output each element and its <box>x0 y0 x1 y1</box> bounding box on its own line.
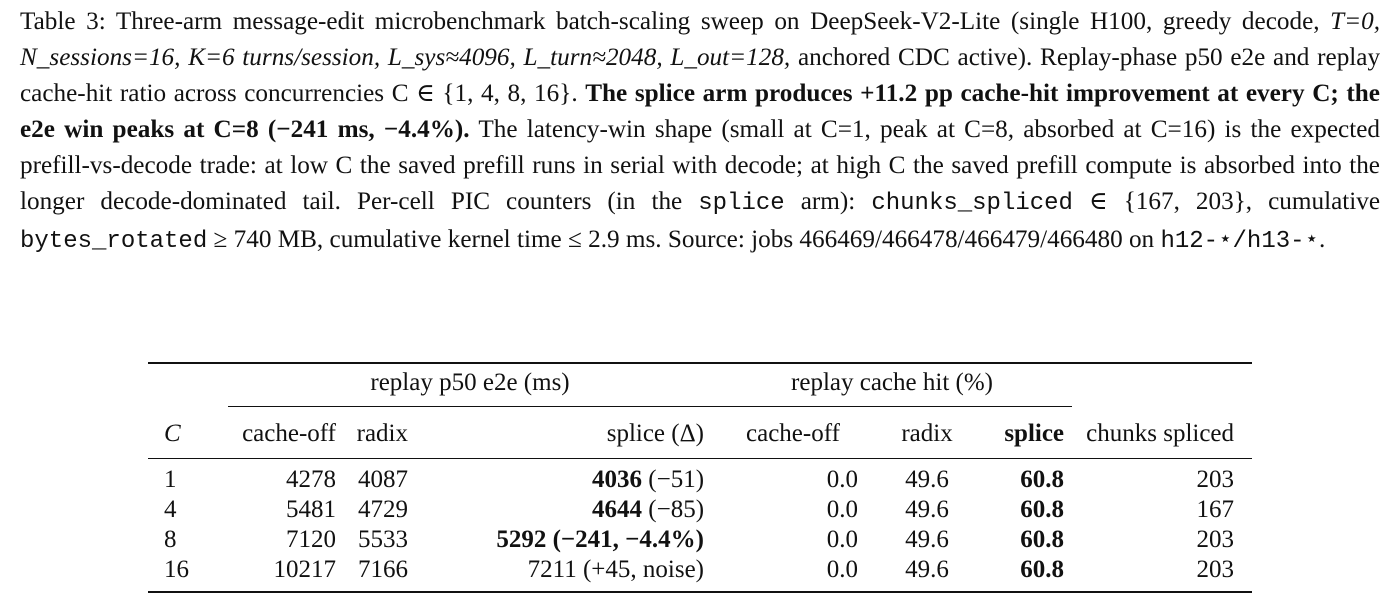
table-row <box>148 525 1252 555</box>
cell-e2e-splice <box>452 495 712 525</box>
caption-k-turns: K=6 turns/session, <box>188 44 381 71</box>
caption-host-1: h12-⋆ <box>1160 228 1233 255</box>
results-table-wrapper <box>148 362 1252 593</box>
cell-e2e-splice-delta: (−51) <box>648 466 705 493</box>
group-header-cache-hit: replay cache hit (%) <box>712 368 1072 407</box>
cell-chunks-spliced: 203 <box>1196 466 1235 493</box>
results-table <box>148 362 1252 593</box>
caption-bytes-text: ≥ 740 MB, cumulative kernel time ≤ 2.9 ms. Source: jobs 466469/466478/466479/466480 on <box>213 226 1155 253</box>
cell-hit-radix: 49.6 <box>905 496 949 523</box>
caption-arm-text: arm): <box>800 188 856 215</box>
cell-c: 8 <box>164 526 177 553</box>
cell-hit-cache-off: 0.0 <box>826 526 859 553</box>
caption-bold-claim: The splice arm produces +11.2 pp cache-hit improvement at every C; the e2e win peaks at C=8 (−241 ms, −4.4%). <box>20 80 1380 143</box>
cell-e2e-splice-delta: (−85) <box>648 496 705 523</box>
caption-temperature: T=0, <box>1330 8 1381 35</box>
caption-bytes-code: bytes_rotated <box>20 228 208 255</box>
cell-e2e-splice-value: 5292 <box>496 526 547 553</box>
col-header-c: C <box>164 420 181 447</box>
cell-hit-radix: 49.6 <box>905 466 949 493</box>
cell-hit-splice: 60.8 <box>1020 496 1065 523</box>
cell-e2e-cache-off: 10217 <box>273 556 336 583</box>
col-header-hit-radix: radix <box>901 420 953 447</box>
cell-chunks-spliced: 167 <box>1196 496 1235 523</box>
table-row <box>148 459 1252 496</box>
col-header-e2e-radix: radix <box>356 420 408 447</box>
cell-hit-cache-off: 0.0 <box>826 496 859 523</box>
cell-e2e-radix: 4087 <box>358 466 408 493</box>
col-header-hit-splice: splice <box>1004 420 1065 447</box>
cell-hit-cache-off: 0.0 <box>826 466 859 493</box>
cell-e2e-cache-off: 5481 <box>286 496 336 523</box>
col-header-e2e-splice: splice (Δ) <box>606 420 705 447</box>
table-caption <box>20 4 1380 260</box>
table-row <box>148 495 1252 525</box>
cell-chunks-spliced: 203 <box>1196 556 1235 583</box>
cell-e2e-splice-value: 7211 <box>527 556 577 583</box>
col-header-hit-cache-off: cache-off <box>746 420 840 447</box>
col-header-e2e-cache-off: cache-off <box>242 420 336 447</box>
cell-chunks-spliced: 203 <box>1196 526 1235 553</box>
cell-c: 4 <box>164 496 177 523</box>
caption-end: . <box>1318 226 1326 253</box>
group-header-e2e: replay p50 e2e (ms) <box>228 368 712 407</box>
cell-c: 16 <box>164 556 189 583</box>
cell-hit-radix: 49.6 <box>905 526 949 553</box>
caption-host-2: h13-⋆ <box>1246 228 1319 255</box>
cell-e2e-cache-off: 4278 <box>286 466 336 493</box>
cell-hit-cache-off: 0.0 <box>826 556 859 583</box>
cell-e2e-radix: 7166 <box>358 556 408 583</box>
caption-l-out: L_out=128, <box>670 44 791 71</box>
cell-e2e-splice-delta: (−241, −4.4%) <box>552 526 705 553</box>
cell-hit-splice: 60.8 <box>1020 556 1065 583</box>
caption-l-turn: L_turn≈2048, <box>523 44 663 71</box>
caption-splice-code: splice <box>698 190 785 217</box>
cell-e2e-splice <box>452 459 712 496</box>
caption-intro: Three-arm message-edit microbenchmark batch-scaling sweep on DeepSeek-V2-Lite (single H100, greedy decode, <box>115 8 1320 35</box>
caption-chunks-set: ∈ {167, 203}, cumulative <box>1089 188 1381 215</box>
cell-hit-splice: 60.8 <box>1020 526 1065 553</box>
cell-e2e-splice-value: 4644 <box>592 496 643 523</box>
cell-e2e-radix: 4729 <box>358 496 408 523</box>
table-row <box>148 555 1252 592</box>
cell-e2e-splice-delta: (+45, noise) <box>582 556 705 583</box>
caption-chunks-code: chunks_spliced <box>871 190 1073 217</box>
cell-c: 1 <box>164 466 177 493</box>
cell-e2e-cache-off: 7120 <box>286 526 336 553</box>
cell-e2e-splice <box>452 525 712 555</box>
caption-l-sys: L_sys≈4096, <box>387 44 516 71</box>
cell-e2e-splice <box>452 555 712 592</box>
caption-n-sessions: N_sessions=16, <box>20 44 181 71</box>
caption-label: Table 3: <box>20 8 106 35</box>
caption-after-params: anchored CDC active). Replay-phase p50 e2e and replay cache-hit ratio across concurrencies C ∈ {1, 4, 8, 16}. <box>20 44 1381 107</box>
col-header-chunks-spliced: chunks spliced <box>1086 420 1235 447</box>
cell-e2e-radix: 5533 <box>358 526 408 553</box>
cell-e2e-splice-value: 4036 <box>592 466 643 493</box>
caption-explanation: The latency-win shape (small at C=1, peak at C=8, absorbed at C=16) is the expected prefill-vs-decode trade: at low C the saved prefill runs in serial with decode; at high C the saved prefill compute is absorbed into the longer decode-dominated tail. Per-cell PIC counters (in the <box>20 116 1381 215</box>
caption-host-slash: / <box>1232 228 1247 255</box>
cell-hit-radix: 49.6 <box>905 556 949 583</box>
cell-hit-splice: 60.8 <box>1020 466 1065 493</box>
